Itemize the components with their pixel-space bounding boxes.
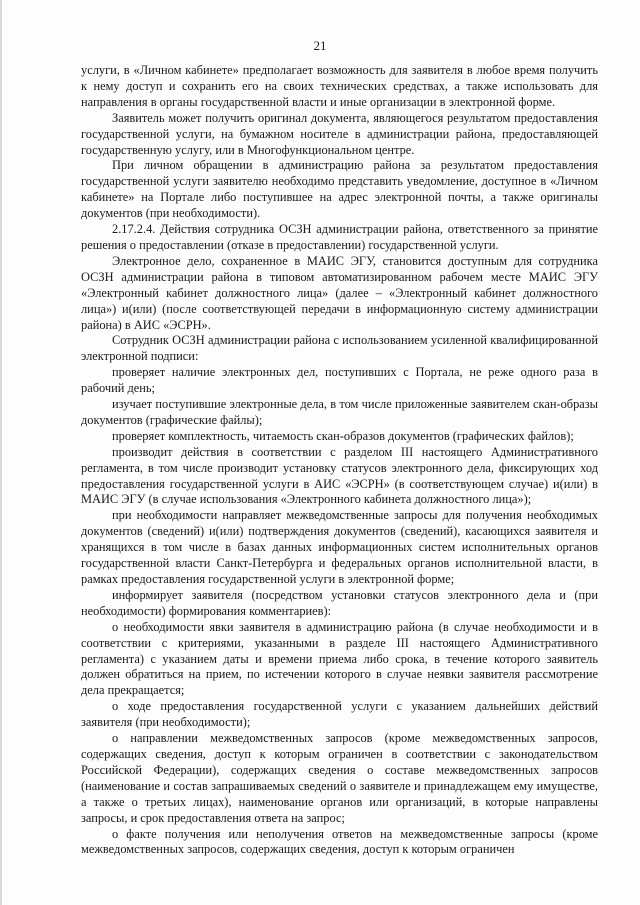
list-item: изучает поступившие электронные дела, в том числе приложенные заявителем скан-образы документов (графические файлы); xyxy=(81,397,598,427)
paragraph-continuation: услуги, в «Личном кабинете» предполагает возможность для заявителя в любое время получить к нему доступ и сохранить его на своих технических средствах, а также использовать для направления в органы государственной власти и иные организации в электронной форме. xyxy=(81,63,598,109)
list-item: о необходимости явки заявителя в администрацию района (в случае необходимости и в соответствии с критериями, указанными в разделе III настоящего Административного регламента) с указанием даты и времени приема либо срока, в течение которого заявитель должен обратиться на прием, по истечении которого в случае неявки заявителя рассмотрение дела прекращается; xyxy=(81,619,598,698)
page-number: 21 xyxy=(313,38,327,53)
document-body xyxy=(81,63,598,858)
list-item: о факте получения или неполучения ответов на межведомственные запросы (кроме межведомственных запросов, содержащих сведения, доступ к которым ограничен xyxy=(81,826,598,857)
list-item: проверяет комплектность, читаемость скан-образов документов (графических файлов); xyxy=(112,428,574,443)
paragraph: Сотрудник ОСЗН администрации района с использованием усиленной квалифицированной электронной подписи: xyxy=(81,333,598,364)
paragraph: При личном обращении в администрацию района за результатом предоставления государственной услуги заявителю необходимо представить уведомление, доступное в «Личном кабинете» на Портале либо поступившее на адрес электронной почты, а также оригиналы документов (при необходимости). xyxy=(81,158,598,221)
list-item: информирует заявителя (посредством установки статусов электронного дела и (при необходимости) формирования комментариев): xyxy=(81,587,598,618)
scan-edge xyxy=(0,0,2,905)
list-item: при необходимости направляет межведомственные запросы для получения необходимых документов (сведений) и(или) подтверждения документов (сведений), касающихся заявителя и хранящихся в том числе в базах данных информационных систем исполнительных органов государственной власти Санкт-Петербурга и федеральных органов исполнительной власти, в рамках предоставления государственной услуги в электронной форме; xyxy=(81,508,598,586)
list-item: о ходе предоставления государственной услуги с указанием дальнейших действий заявителя (при необходимости); xyxy=(81,699,598,730)
list-item: производит действия в соответствии с разделом III настоящего Административного регламента, в том числе производит установку статусов электронного дела, фиксирующих ход предоставления государственной услуги в АИС «ЭСРН» (в соответствующем случае) и(или) в МАИС ЭГУ (в случае использования «Электронного кабинета должностного лица»); xyxy=(81,444,598,507)
list-item: о направлении межведомственных запросов (кроме межведомственных запросов, содержащих сведения, доступ к которым ограничен в соответствии с законодательством Российской Федерации), содержащих сведения о составе межведомственных запросов (наименование и состав запрашиваемых сведений о заявителе и принадлежащем ему имуществе, а также о третьих лицах), наименование органов или организаций, в которые направлены запросы, и срок предоставления ответа на запрос; xyxy=(81,731,598,825)
paragraph: Электронное дело, сохраненное в МАИС ЭГУ, становится доступным для сотрудника ОСЗН администрации района в типовом автоматизированном рабочем месте МАИС ЭГУ «Электронный кабинет должностного лица» (далее – «Электронный кабинет должностного лица») и(или) (после соответствующей передачи в информационную систему администрации района) в АИС «ЭСРН». xyxy=(81,253,598,332)
list-item: проверяет наличие электронных дел, поступивших с Портала, не реже одного раза в рабочий день; xyxy=(81,365,598,396)
section-heading-2-17-2-4: 2.17.2.4. Действия сотрудника ОСЗН администрации района, ответственного за принятие решения о предоставлении (отказе в предоставлении) государственной услуги. xyxy=(81,222,598,252)
paragraph: Заявитель может получить оригинал документа, являющегося результатом предоставления государственной услуги, на бумажном носителе в администрации района, предоставляющей государственную услугу, или в Многофункциональном центре. xyxy=(81,110,598,157)
